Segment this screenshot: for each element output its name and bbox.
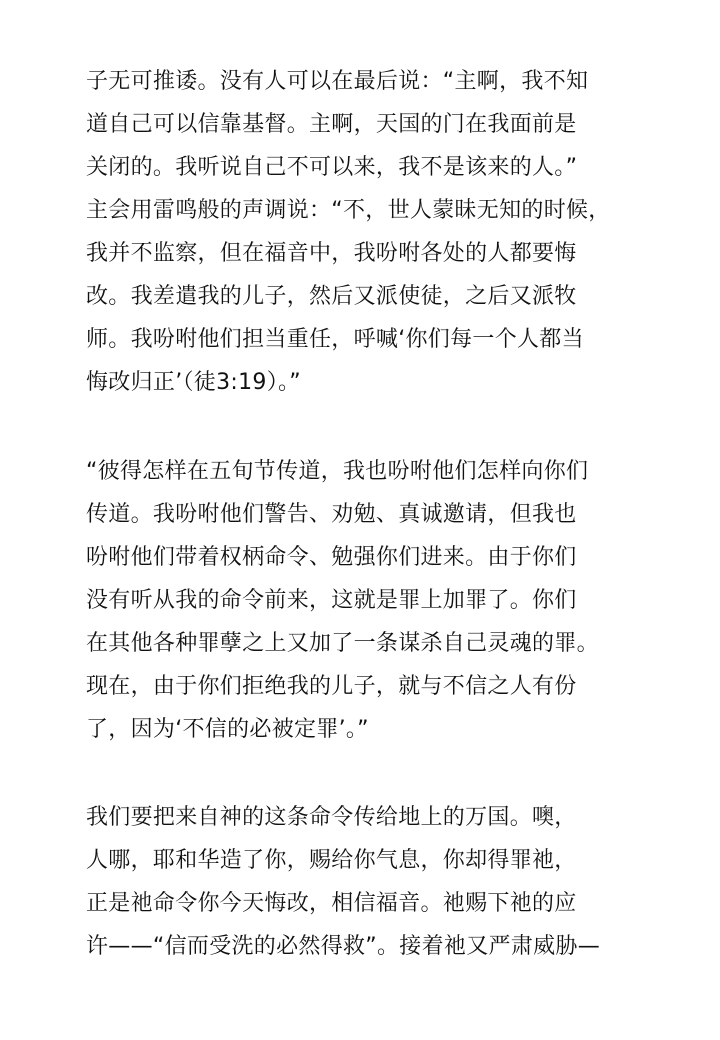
text-line: 在其他各种罪孽之上又加了一条谋杀自己灵魂的罪。 [86,631,599,656]
paragraph-1 [86,60,646,404]
text-line: 师。我吩咐他们担当重任，呼喊‘你们每一个人都当 [86,327,584,352]
text-line: 关闭的。我听说自己不可以来，我不是该来的人。” [86,155,578,180]
text-line: 我并不监察，但在福音中，我吩咐各处的人都要悔 [86,241,577,266]
text-line: 正是祂命令你今天悔改，相信福音。祂赐下祂的应 [86,891,577,916]
text-line: 传道。我吩咐他们警告、劝勉、真诚邀请，但我也 [86,502,577,527]
text-line: 道自己可以信靠基督。主啊，天国的门在我面前是 [86,112,577,137]
text-line: 改。我差遣我的儿子，然后又派使徒，之后又派牧 [86,284,577,309]
text-line: 主会用雷鸣般的声调说：“不，世人蒙昧无知的时候， [86,198,611,223]
paragraph-3 [86,796,646,968]
text-line: 许——“信而受洗的必然得救”。接着祂又严肃威胁— [86,934,600,959]
text-line: 子无可推诿。没有人可以在最后说：“主啊，我不知 [86,69,589,94]
text-line: 没有听从我的命令前来，这就是罪上加罪了。你们 [86,588,577,613]
text-line: 吩咐他们带着权柄命令、勉强你们进来。由于你们 [86,545,577,570]
text-line: 人哪，耶和华造了你，赐给你气息，你却得罪祂， [86,848,577,873]
text-line: 现在，由于你们拒绝我的儿子，就与不信之人有份 [86,674,577,699]
paragraph-2 [86,450,646,751]
text-line: 了，因为‘不信的必被定罪’。” [86,717,369,742]
text-line: 悔改归正’（徒3:19）。” [86,370,301,395]
text-line: 我们要把来自神的这条命令传给地上的万国。噢， [86,805,577,830]
text-line: “彼得怎样在五旬节传道，我也吩咐他们怎样向你们 [86,459,589,484]
